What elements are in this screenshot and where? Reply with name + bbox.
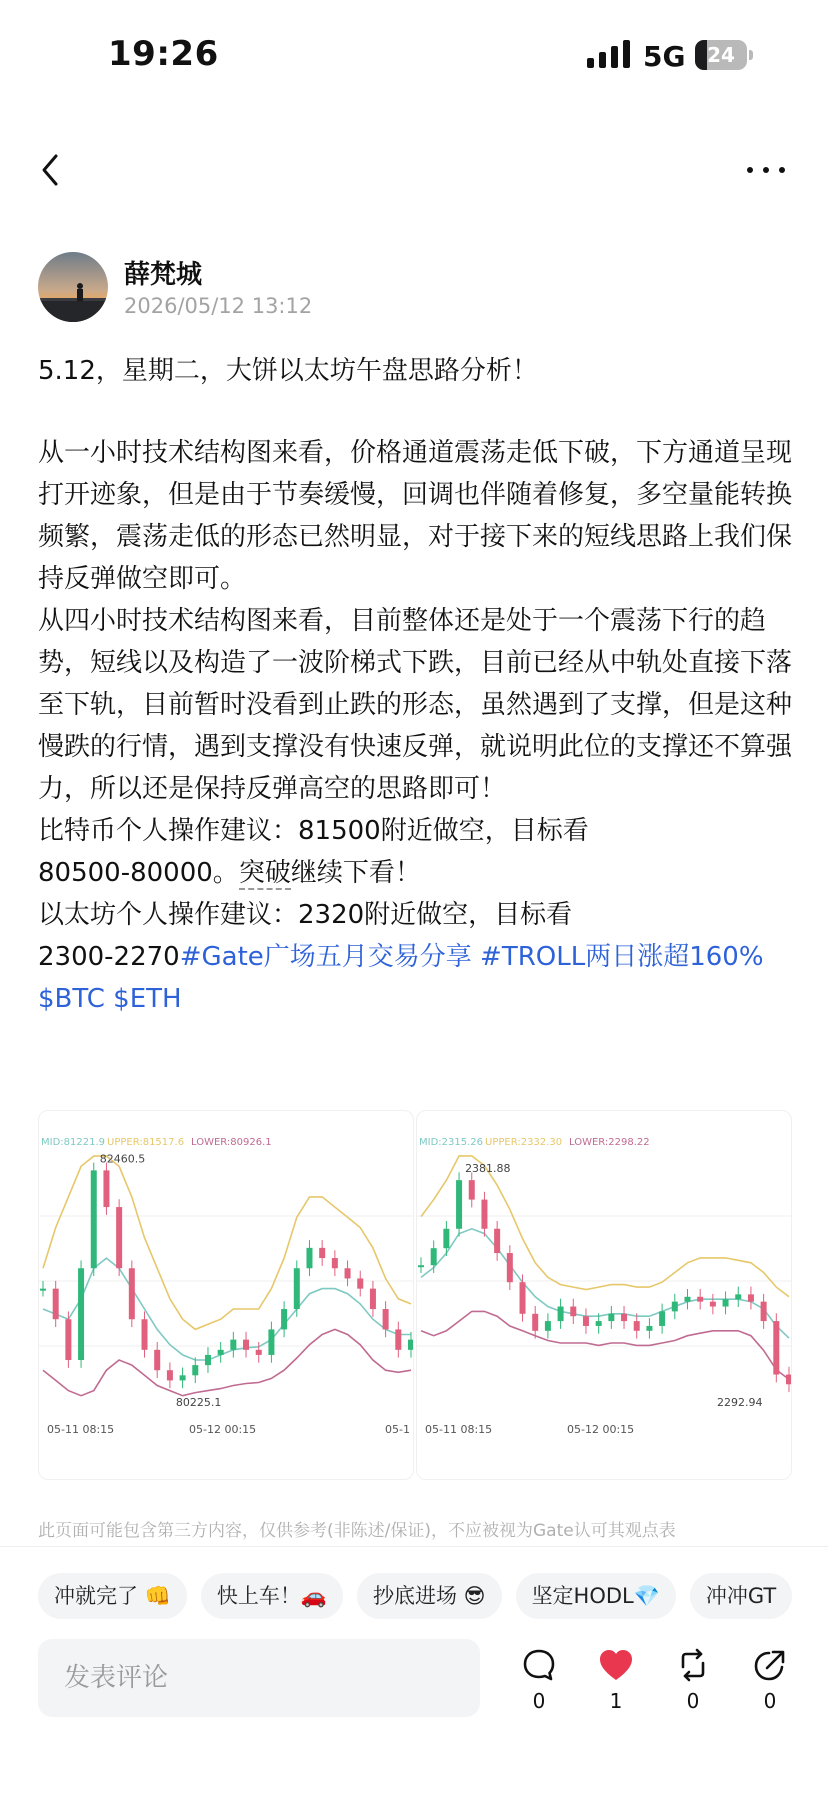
heart-icon <box>597 1647 635 1683</box>
candle-body <box>218 1350 224 1355</box>
legend-mid: MID:2315.26 <box>419 1137 483 1148</box>
btc-target: 80500-80000。突破继续下看！ <box>38 858 421 888</box>
candle-body <box>469 1180 475 1199</box>
candle-body <box>507 1253 513 1282</box>
candle-body <box>748 1294 754 1301</box>
candle-body <box>684 1297 690 1302</box>
candle-body <box>53 1289 59 1320</box>
quick-reply-chip[interactable]: 冲冲GT <box>690 1573 792 1619</box>
candle-body <box>281 1309 287 1329</box>
candle-body <box>205 1355 211 1365</box>
network-type: 5G <box>643 40 686 73</box>
candle-body <box>583 1316 589 1326</box>
series-lower <box>421 1311 789 1379</box>
candle-body <box>154 1350 160 1370</box>
repost-icon <box>675 1647 711 1683</box>
candle-body <box>608 1314 614 1321</box>
candle-body <box>697 1297 703 1302</box>
candle-body <box>408 1340 414 1350</box>
eth-advice: 以太坊个人操作建议：2320附近做空，目标看 <box>38 900 573 930</box>
post-body <box>38 432 798 1020</box>
repost-button[interactable] <box>663 1647 723 1727</box>
candle-body <box>659 1311 665 1326</box>
legend-lower: LOWER:2298.22 <box>569 1137 650 1148</box>
x-tick-label: 05-12 00:15 <box>567 1423 635 1436</box>
legend-lower: LOWER:80926.1 <box>191 1137 272 1148</box>
candle-body <box>431 1248 437 1265</box>
quick-reply-chip[interactable]: 坚定HODL💎 <box>516 1573 676 1619</box>
status-bar <box>0 0 828 110</box>
candle-body <box>345 1268 351 1278</box>
candle-body <box>294 1268 300 1309</box>
candle-body <box>65 1319 71 1360</box>
series-upper <box>43 1156 411 1329</box>
quick-reply-chip[interactable]: 冲就完了 👊 <box>38 1573 187 1619</box>
battery-icon <box>695 40 753 70</box>
author-header <box>38 252 738 322</box>
share-count: 0 <box>763 1689 777 1713</box>
candle-body <box>383 1309 389 1329</box>
annotation-high: 82460.5 <box>99 1152 146 1166</box>
btc-chart[interactable] <box>38 1110 414 1480</box>
author-name[interactable]: 薛梵城 <box>124 260 203 290</box>
candle-body <box>443 1229 449 1248</box>
chart-images <box>38 1110 790 1480</box>
eth-chart[interactable] <box>416 1110 792 1480</box>
candle-body <box>357 1278 363 1288</box>
candle-body <box>570 1307 576 1317</box>
x-tick-label: 05-11 08:15 <box>425 1423 493 1436</box>
candle-body <box>332 1258 338 1268</box>
candle-body <box>520 1282 526 1314</box>
legend-upper: UPPER:2332.30 <box>485 1137 563 1148</box>
battery-level: 24 <box>707 43 735 67</box>
series-mid <box>43 1258 411 1360</box>
candle-body <box>103 1170 109 1207</box>
post-title: 5.12，星期二，大饼以太坊午盘思路分析！ <box>38 356 538 386</box>
legend-upper: UPPER:81517.6 <box>107 1137 185 1148</box>
candle-body <box>723 1299 729 1306</box>
candle-body <box>243 1340 249 1350</box>
more-horizontal-icon[interactable] <box>746 164 786 176</box>
x-tick-label: 05-11 08:15 <box>47 1423 115 1436</box>
candle-body <box>180 1375 186 1380</box>
post-time: 2026/05/12 13:12 <box>124 294 313 318</box>
candle-body <box>78 1268 84 1360</box>
btc-advice: 比特币个人操作建议：81500附近做空，目标看 <box>38 816 589 846</box>
series-lower <box>43 1329 411 1395</box>
candle-body <box>786 1375 792 1385</box>
candle-body <box>319 1248 325 1258</box>
quick-reply-chips <box>38 1573 828 1623</box>
candle-body <box>40 1289 46 1291</box>
quick-reply-chip[interactable]: 快上车！🚗 <box>201 1573 343 1619</box>
like-count: 1 <box>609 1689 623 1713</box>
candle-body <box>646 1326 652 1331</box>
candle-body <box>192 1365 198 1375</box>
candle-body <box>735 1294 741 1299</box>
x-tick-label: 05-1 <box>385 1423 410 1436</box>
candle-body <box>558 1307 564 1322</box>
comment-input[interactable] <box>38 1639 480 1717</box>
candle-body <box>596 1321 602 1326</box>
top-nav <box>0 140 828 200</box>
paragraph-1h-analysis: 从一小时技术结构图来看，价格通道震荡走低下破，下方通道呈现打开迹象，但是由于节奏缓慢，回调也伴随着修复，多空量能转换频繁，震荡走低的形态已然明显，对于接下来的短线思路上我们保持反弹做空即可。 <box>38 438 793 594</box>
legend-mid: MID:81221.9 <box>41 1137 105 1148</box>
hashtag-troll[interactable]: #TROLL两日涨超160% <box>480 942 764 972</box>
candle-body <box>167 1370 173 1380</box>
comment-button[interactable] <box>509 1647 569 1727</box>
candle-body <box>773 1321 779 1374</box>
bottom-panel <box>0 1546 828 1795</box>
btc-chart-svg <box>39 1111 414 1480</box>
eth-target: 2300-2270#Gate广场五月交易分享 #TROLL两日涨超160% $BTC $ETH <box>38 942 764 1014</box>
comment-icon <box>521 1647 557 1683</box>
candle-body <box>142 1319 148 1350</box>
candle-body <box>306 1248 312 1268</box>
quick-reply-chip[interactable]: 抄底进场 😎 <box>357 1573 502 1619</box>
candle-body <box>418 1265 424 1267</box>
paragraph-4h-analysis: 从四小时技术结构图来看，目前整体还是处于一个震荡下行的趋势，短线以及构造了一波阶梯式下跌，目前已经从中轨处直接下落至下轨，目前暂时没看到止跌的形态，虽然遇到了支撑，但是这种慢跌的行情，遇到支撑没有快速反弹，就说明此位的支撑还不算强力，所以还是保持反弹高空的思路即可！ <box>38 606 793 804</box>
annotation-high: 2381.88 <box>465 1162 511 1176</box>
x-tick-label: 05-12 00:15 <box>189 1423 257 1436</box>
status-time: 19:26 <box>108 34 219 74</box>
comment-count: 0 <box>532 1689 546 1713</box>
eth-chart-svg <box>417 1111 792 1480</box>
candle-body <box>370 1289 376 1309</box>
candle-body <box>456 1180 462 1229</box>
repost-count: 0 <box>686 1689 700 1713</box>
candle-body <box>672 1302 678 1312</box>
series-mid <box>421 1229 789 1338</box>
candle-body <box>545 1321 551 1331</box>
annotation-low: 80225.1 <box>175 1396 222 1409</box>
like-button[interactable] <box>586 1647 646 1727</box>
candle-body <box>532 1314 538 1331</box>
candle-body <box>621 1314 627 1321</box>
series-upper <box>421 1156 789 1297</box>
cellular-signal-icon <box>587 40 631 68</box>
candle-body <box>481 1200 487 1229</box>
annotation-low: 2292.94 <box>717 1396 763 1409</box>
candle-body <box>116 1207 122 1268</box>
ticker-eth[interactable]: $ETH <box>113 984 182 1014</box>
candle-body <box>268 1329 274 1354</box>
ticker-btc[interactable]: $BTC <box>38 984 105 1014</box>
candle-body <box>494 1229 500 1253</box>
avatar[interactable] <box>38 252 108 322</box>
candle-body <box>91 1170 97 1268</box>
share-icon <box>752 1647 788 1683</box>
candle-body <box>761 1302 767 1321</box>
share-button[interactable] <box>740 1647 800 1727</box>
candle-body <box>634 1321 640 1331</box>
candle-body <box>129 1268 135 1319</box>
candle-body <box>256 1350 262 1355</box>
chevron-left-icon[interactable] <box>36 150 66 190</box>
disclaimer: 此页面可能包含第三方内容，仅供参考(非陈述/保证)，不应被视为Gate认可其观点表 <box>38 1521 676 1541</box>
candle-body <box>230 1340 236 1350</box>
hashtag-gate-may[interactable]: #Gate广场五月交易分享 <box>179 942 472 972</box>
candle-body <box>710 1302 716 1307</box>
candle-body <box>395 1329 401 1349</box>
